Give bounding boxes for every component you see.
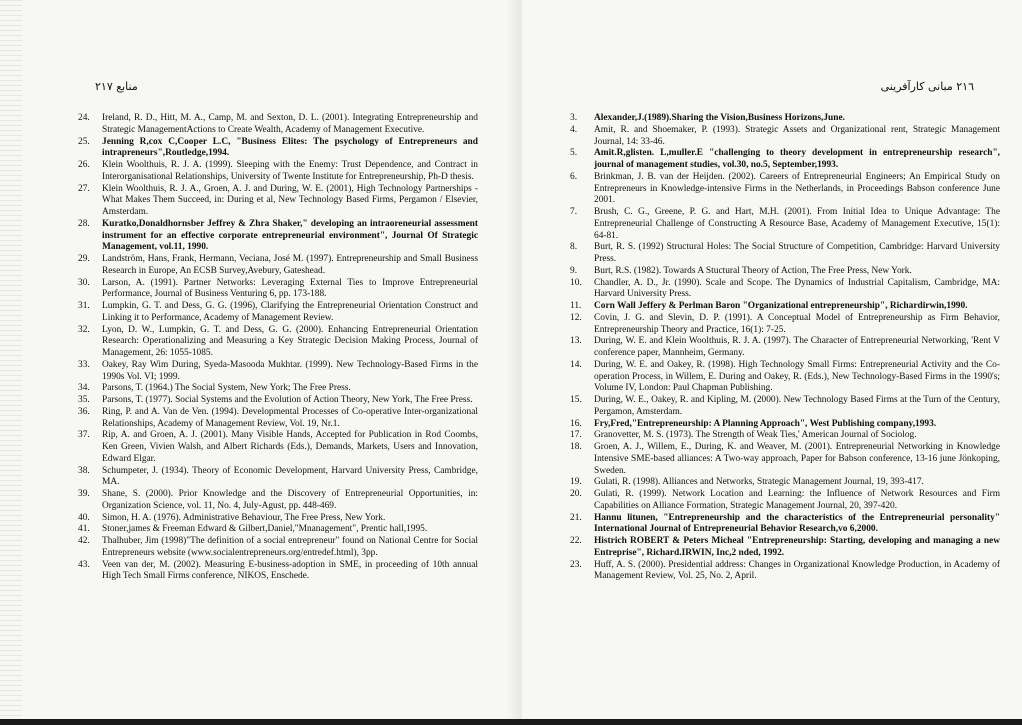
reference-item: 23. Huff, A. S. (2000). Presidential address: Changes in Organizational Knowledge Production, in Academy of Management Review, Vol. 25, No. 2, April. <box>570 559 1000 582</box>
reference-item: 6. Brinkman, J. B. van der Heijden. (2002). Careers of Entrepreneurial Engineers; An Empirical Study on Entrepreneurs in Knowledge-intensive Firms in the Netherlands, in Proceedings Babson conference June 2001. <box>570 171 1000 206</box>
reference-item: 29. Landström, Hans, Frank, Hermann, Veciana, José M. (1997). Entrepreneurship and Small Business Research in Europe, An ECSB Survey,Avebury, Gateshead. <box>78 254 478 276</box>
reference-item: 41. Stoner,james & Freeman Edward & Gilbert,Daniel,"Mnanagement", Prentic hall,1995. <box>78 524 428 535</box>
reference-item: 33. Oakey, Ray Wim During, Syeda-Masooda Mukhtar. (1999). New Technology-Based Firms in the 1990s Vol. VI; 1999. <box>78 359 478 382</box>
reference-item: 11. Corn Wall Jeffery & Perlman Baron "Organizational entrepreneurship", Richardirwin,1990. <box>570 301 968 311</box>
scan-edge <box>0 0 22 725</box>
reference-item: 16. Fry,Fred,"Entrepreneurship: A Planning Approach", West Publishing company,1993. <box>570 418 937 429</box>
reference-item: 34. Parsons, T. (1964.) The Social System, New York; The Free Press. <box>78 383 351 394</box>
reference-item: 25. Jenning R,cox C,Cooper L.C, "Business Elites: The psychology of Entrepreneurs and intrapreneurs",Routledge,1994. <box>78 136 478 159</box>
reference-item: 18. Groen, A. J., Willem, E., During, K. and Weaver, M. (2001). Entrepreneurial Networking in Knowledge Intensive SME-based alliances: A Two-way approach, Paper for Babson conference, 13-16 june Jönkoping, Sweden. <box>570 442 1000 476</box>
reference-item: 5. Amit.R,glisten. L,muller.E "challenging to theory development in entrepreneurship research", journal of management studies, vol.30, no.5, September,1993. <box>570 148 1000 170</box>
reference-item: 19. Gulati, R. (1998). Alliances and Networks, Strategic Management Journal, 19, 393-417. <box>570 477 924 488</box>
right-page-header: ٢١٦ مبانی کارآفرینی <box>880 80 974 93</box>
reference-item: 37. Rip, A. and Groen, A. J. (2001). Many Visible Hands, Accepted for Publication in Rod Coombs, Ken Green, Vivien Walsh, and Albert Richards (Eds.), Demands, Markets, Users and Innovation, Edward Elgar. <box>78 430 478 464</box>
reference-item: 31. Lumpkin, G. T. and Dess, G. G. (1996), Clarifying the Entrepreneurial Orientation Construct and Linking it to Performance, Academy of Management Review. <box>78 301 478 323</box>
reference-item: 43. Veen van der, M. (2002). Measuring E-business-adoption in SME, in proceeding of 10th annual High Tech Small Firms conference, NIKOS, Enschede. <box>78 559 478 582</box>
left-page-header: منابع ٢١٧ <box>95 80 138 93</box>
reference-item: 28. Kuratko,Donaldhornsber Jeffrey & Zhra Shaker," developing an intraoreneurial assessment instrument for an effective corporate entrepreneurial environment", Journal Of Strategic Management, vol.11, 1990. <box>78 218 478 253</box>
reference-item: 40. Simon, H. A. (1976). Administrative Behaviour, The Free Press, New York. <box>78 512 386 523</box>
reference-item: 24. Ireland, R. D., Hitt, M. A., Camp, M. and Sexton, D. L. (2001). Integrating Entrepreneurship and Strategic ManagementActions to Create Wealth, Academy of Management Executive. <box>78 113 478 135</box>
reference-item: 9. Burt, R.S. (1982). Towards A Stuctural Theory of Action, The Free Press, New York. <box>570 265 912 276</box>
reference-item: 27. Klein Woolthuis, R. J. A., Groen, A. J. and During, W. E. (2001), High Technology Partnerships - What Makes Them Succeed, in: During et al, New Technology Based Firms, Pergamon / Elsevier, Amsterdam. <box>78 183 478 217</box>
reference-item: 38. Schumpeter, J. (1934). Theory of Economic Development, Harvard University Press, Cambridge, MA. <box>78 465 478 488</box>
reference-item: 21. Hannu litunen, "Entrepreneurship and the characteristics of the Entrepreneurial personality" International Journal of Entrepreneurial Behavior Research,vo 6,2000. <box>570 512 1000 535</box>
reference-item: 15. During, W. E., Oakey, R. and Kipling, M. (2000). New Technology Based Firms at the Turn of the Century, Pergamon, Amsterdam. <box>570 395 1000 417</box>
reference-item: 4. Amit, R. and Shoemaker, P. (1993). Strategic Assets and Organizational rent, Strategic Management Journal, 14: 33-46. <box>570 124 1000 147</box>
reference-item: 42. Thalhuber, Jim (1998)"The definition of a social entrepreneur" found on National Centre for Social Entrepreneurs website (www.socialentrepreneurs.org/entredef.html), 3pp. <box>78 536 478 558</box>
reference-item: 13. During, W. E. and Klein Woolthuis, R. J. A. (1997). The Character of Entrepreneurial Networking, 'Rent V conference paper, Mannheim, Germany. <box>570 336 1000 358</box>
reference-item: 30. Larson, A. (1991). Partner Networks: Leveraging External Ties to Improve Entrepreneurial Performance, Journal of Business Venturing 6, pp. 173-188. <box>78 277 478 300</box>
reference-item: 35. Parsons, T. (1977). Social Systems and the Evolution of Action Theory, New York, The Free Press. <box>78 395 473 405</box>
right-page <box>522 0 1022 725</box>
reference-item: 26. Klein Woolthuis, R. J. A. (1999). Sleeping with the Enemy: Trust Dependence, and Contract in Interorganisational Relationships, University of Twente Institute for Entrepreneurship, Ph-D thesis. <box>78 160 478 182</box>
reference-item: 39. Shane, S. (2000). Prior Knowledge and the Discovery of Entrepreneurial Opportunities, in: Organization Science, vol. 11, No. 4, July-Agust, pp. 448-469. <box>78 489 478 511</box>
scan-bottom-edge <box>0 719 1022 725</box>
reference-item: 20. Gulati, R. (1999). Network Location and Learning: the Influence of Network Resources and Firm Capabilities on Alliance Formation, Strategic Management Journal, 20, 397-420. <box>570 489 1000 511</box>
reference-item: 36. Ring, P. and A. Van de Ven. (1994). Developmental Processes of Co-operative Inter-organizational Relationships, Academy of Management Review, Vol. 19, Nr.1. <box>78 406 478 429</box>
reference-item: 8. Burt, R. S. (1992) Structural Holes: The Social Structure of Competition, Cambridge: Harvard University Press. <box>570 242 1000 264</box>
reference-item: 17. Granovetter, M. S. (1973). The Strength of Weak Ties,' American Journal of Sociolog. <box>570 430 917 441</box>
left-reference-list <box>78 113 478 583</box>
reference-item: 32. Lyon, D. W., Lumpkin, G. T. and Dess, G. G. (2000). Enhancing Entrepreneurial Orientation Research: Operationalizing and Measuring a Key Strategic Decision Making Process, Journal of Management, 26: 1055-1085. <box>78 324 478 358</box>
reference-item: 7. Brush, C. G., Greene, P. G. and Hart, M.H. (2001). From Initial Idea to Unique Advantage: The Entrepreneurial Challenge of Constructing A Resource Base, Academy of Management Executive, 15(1): 64-81. <box>570 207 1000 241</box>
reference-item: 10. Chandler, A. D., Jr. (1990). Scale and Scope. The Dynamics of Industrial Capitalism, Cambridge, MA: Harvard University Press. <box>570 277 1000 300</box>
reference-item: 3. Alexander,J.(1989).Sharing the Vision,Business Horizons,June. <box>570 113 845 123</box>
reference-item: 14. During, W. E. and Oakey, R. (1998). High Technology Small Firms: Entrepreneurial Activity and the Co-operation Process, in Willem, E. During and Oakey, R. (Eds.), New Technology-Based Firms in the 1990's; Volume IV, London: Paul Chapman Publishing. <box>570 359 1000 394</box>
reference-item: 22. Histrich ROBERT & Peters Micheal "Entrepreneurship: Starting, developing and managing a new Entreprise", Richard.IRWIN, Inc,2 nded, 1992. <box>570 536 1000 558</box>
reference-item: 12. Covin, J. G. and Slevin, D. P. (1991). A Conceptual Model of Entrepreneurship as Firm Behavior, Entrepreneurship Theory and Practice, 16(1): 7-25. <box>570 312 1000 335</box>
right-reference-list <box>570 113 1000 583</box>
